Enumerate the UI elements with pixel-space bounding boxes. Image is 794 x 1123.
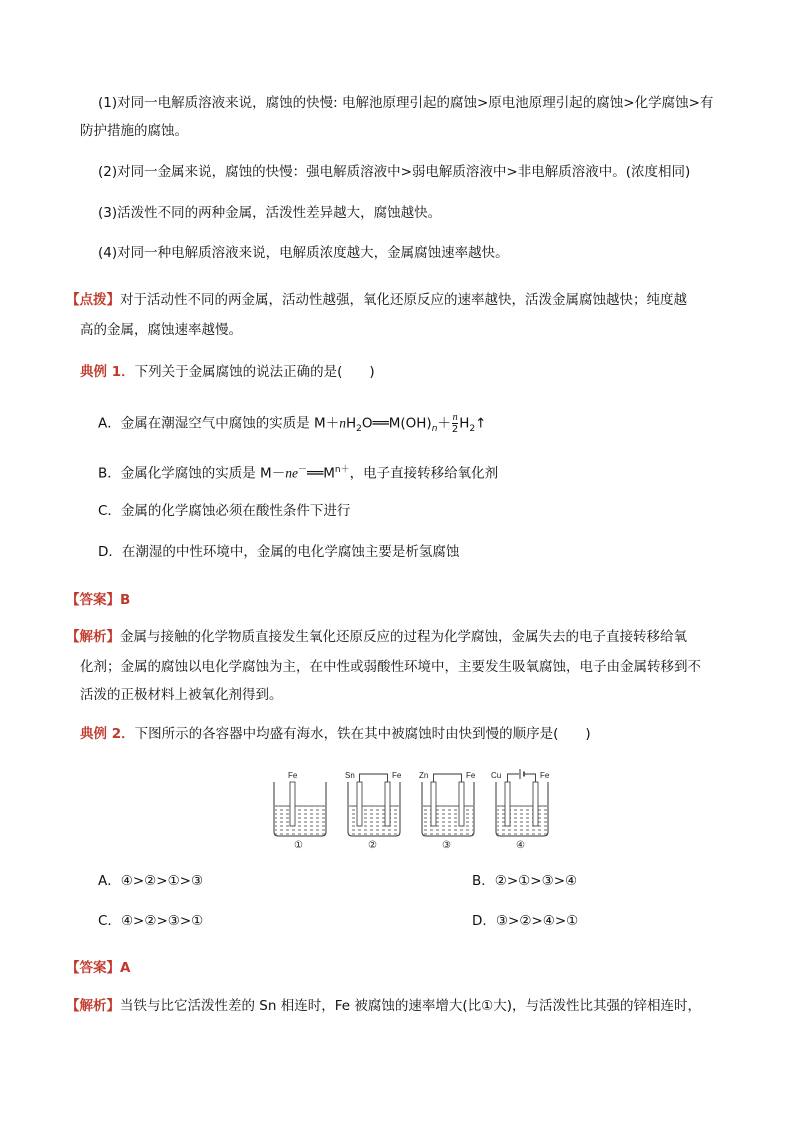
beaker-2-number: ② [368,840,377,851]
beaker-4-electrode-label-1: Cu [491,771,502,780]
beaker-1-electrode-label: Fe [288,771,298,780]
beaker-3-number: ③ [442,840,451,851]
fraction-n-over-2: $\frac{n}{2}$ [451,412,459,435]
electrode-zn [431,782,436,826]
example-1-option-c: C．金属的化学腐蚀必须在酸性条件下进行 [98,503,351,519]
rule-3: (3)活泼性不同的两种金属，活泼性差异越大，腐蚀越快。 [98,205,442,221]
beaker-2 [345,771,402,851]
wire-right [525,774,536,782]
rule-4: (4)对同一种电解质溶液来说，电解质浓度越大，金属腐蚀速率越快。 [98,245,509,261]
tip-text-1: 对于活动性不同的两金属，活动性越强，氧化还原反应的速率越快，活泼金属腐蚀越快；纯度越 [120,292,687,308]
electrode-fe [459,782,464,826]
electrode-sn [357,782,362,826]
beaker-1 [274,771,326,851]
example-1-option-a: A．金属在潮湿空气中腐蚀的实质是 $M+nH_2O══M(OH)_n+$ $\frac{n}{2}$ $H_2↑$ [98,412,487,435]
beaker-3 [419,771,476,851]
beakers-figure [268,764,552,852]
tip-line-2: 高的金属，腐蚀速率越慢。 [80,322,242,338]
beakers-svg [268,764,552,852]
beaker-4-electrode-label-2: Fe [540,771,550,780]
example-2-option-c: C．④>②>③>① [98,913,204,929]
beaker-4 [491,769,550,851]
example-1-answer-value: B [120,592,131,608]
rule-2: (2)对同一金属来说，腐蚀的快慢：强电解质溶液中>弱电解质溶液中>非电解质溶液中。(浓度相同) [98,164,691,180]
example-1-label: 典例 1． [80,364,135,380]
wire [360,774,388,782]
example-1-analysis-line-3: 活泼的正极材料上被氧化剂得到。 [80,687,283,703]
beaker-1-number: ① [294,840,303,851]
example-2-answer-value: A [120,960,131,976]
rule-1-line-2: 防护措施的腐蚀。 [80,123,188,139]
beaker-4-number: ④ [516,840,525,851]
rule-1-line-1: (1)对同一电解质溶液来说，腐蚀的快慢: 电解池原理引起的腐蚀>原电池原理引起的腐蚀>化学腐蚀>有 [98,95,714,111]
beaker-3-electrode-label-2: Fe [466,771,476,780]
electrode-fe [290,782,295,826]
beaker-2-electrode-label-1: Sn [345,771,355,780]
example-2-option-d: D．③>②>④>① [472,913,579,929]
tip-label: 【点拨】 [66,292,120,308]
example-1-analysis-line-2: 化剂；金属的腐蚀以电化学腐蚀为主，在中性或弱酸性环境中，主要发生吸氧腐蚀，电子由金属转移到不 [80,659,701,675]
electrode-fe [533,782,538,826]
electrode-fe [385,782,390,826]
example-2-option-b: B．②>①>③>④ [472,873,578,889]
example-2-analysis-line-1: 【解析】当铁与比它活泼性差的 Sn 相连时，Fe 被腐蚀的速率增大(比①大)，与活泼性比其强的锌相连时， [66,998,701,1014]
wire-left [508,774,520,782]
example-1-analysis-line-1: 【解析】金属与接触的化学物质直接发生氧化还原反应的过程为化学腐蚀，金属失去的电子直接转移给氧 [66,629,687,645]
wire [434,774,462,782]
example-1-option-d: D．在潮湿的中性环境中，金属的电化学腐蚀主要是析氢腐蚀 [98,544,460,560]
example-2-answer: 【答案】A [66,960,131,976]
example-2-question-text: 下图所示的各容器中均盛有海水，铁在其中被腐蚀时由快到慢的顺序是( ) [134,726,591,742]
example-1-option-b: B．金属化学腐蚀的实质是 $M-ne^-══M^{n+}$，电子直接转移给氧化剂 [98,465,499,482]
tip-line-1 [66,290,687,310]
beaker-2-electrode-label-2: Fe [392,771,402,780]
example-1-question [80,362,375,382]
example-2-label: 典例 2． [80,726,135,742]
example-1-question-text: 下列关于金属腐蚀的说法正确的是( ) [134,364,375,380]
beaker-3-electrode-label-1: Zn [419,771,429,780]
example-2-question [80,724,591,744]
electrode-cu [505,782,510,826]
example-2-option-a: A．④>②>①>③ [98,873,204,889]
example-1-answer: 【答案】B [66,592,131,608]
